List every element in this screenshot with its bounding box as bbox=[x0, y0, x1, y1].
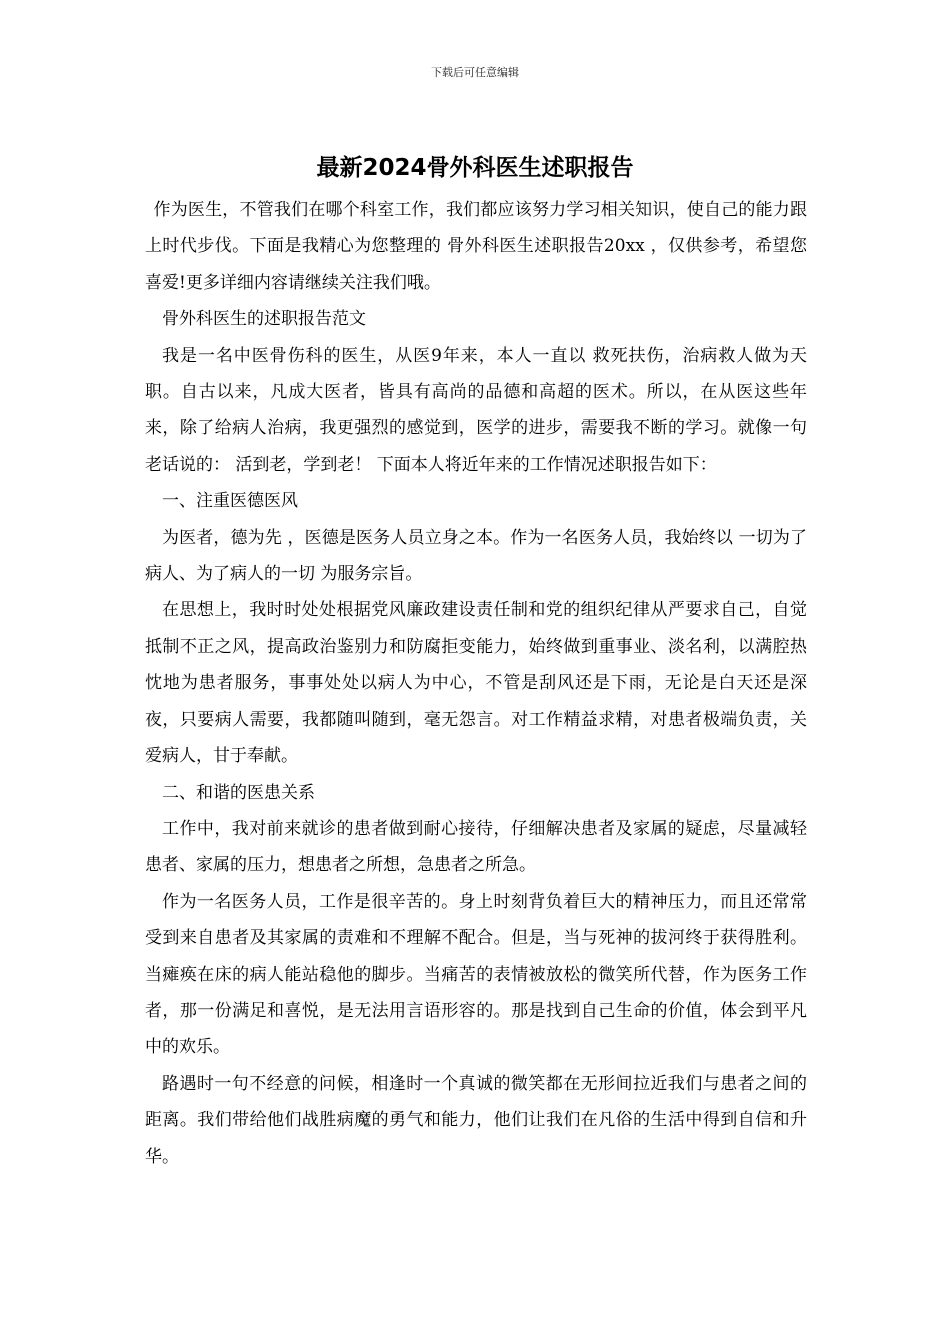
intro-paragraph: 作为医生，不管我们在哪个科室工作，我们都应该努力学习相关知识，使自己的能力跟上时代步伐。下面是我精心为您整理的 骨外科医生述职报告20xx ，仅供参考，希望您喜爱!更多详细内容请继续关注我们哦。 bbox=[145, 200, 807, 293]
section-heading: 一、注重医德医风 bbox=[162, 491, 298, 512]
subtitle-paragraph: 骨外科医生的述职报告范文 bbox=[162, 309, 366, 330]
body-paragraph: 工作中，我对前来就诊的患者做到耐心接待，仔细解决患者及家属的疑虑，尽量减轻患者、家属的压力，想患者之所想，急患者之所急。 bbox=[145, 818, 807, 876]
body-paragraph: 在思想上，我时时处处根据党风廉政建设责任制和党的组织纪律从严要求自己，自觉抵制不正之风，提高政治鉴别力和防腐拒变能力，始终做到重事业、淡名利，以满腔热忱地为患者服务，事事处处以病人为中心，不管是刮风还是下雨，无论是白天还是深夜，只要病人需要，我都随叫随到，毫无怨言。对工作精益求精，对患者极端负责，关爱病人，甘于奉献。 bbox=[145, 600, 807, 767]
body-paragraph: 为医者，德为先 ，医德是医务人员立身之本。作为一名医务人员，我始终以 一切为了病人、为了病人的一切 为服务宗旨。 bbox=[145, 527, 807, 585]
body-paragraph: 作为一名医务人员，工作是很辛苦的。身上时刻背负着巨大的精神压力，而且还常常受到来自患者及其家属的责难和不理解不配合。但是，当与死神的拔河终于获得胜利。当瘫痪在床的病人能站稳他的脚步。当痛苦的表情被放松的微笑所代替，作为医务工作者，那一份满足和喜悦，是无法用言语形容的。那是找到自己生命的价值，体会到平凡中的欢乐。 bbox=[145, 891, 807, 1058]
document-body bbox=[145, 192, 807, 1175]
body-paragraph: 路遇时一句不经意的问候，相逢时一个真诚的微笑都在无形间拉近我们与患者之间的距离。我们带给他们战胜病魔的勇气和能力，他们让我们在凡俗的生活中得到自信和升华。 bbox=[145, 1073, 807, 1167]
body-paragraph: 我是一名中医骨伤科的医生，从医9年来，本人一直以 救死扶伤，治病救人做为天职。自古以来，凡成大医者，皆具有高尚的品德和高超的医术。所以，在从医这些年来，除了给病人治病，我更强烈的感觉到，医学的进步，需要我不断的学习。就像一句老话说的： 活到老，学到老！ 下面本人将近年来的工作情况述职报告如下： bbox=[145, 345, 807, 475]
header-note: 下载后可任意编辑 bbox=[431, 66, 519, 79]
document-title: 最新2024骨外科医生述职报告 bbox=[316, 155, 634, 181]
section-heading: 二、和谐的医患关系 bbox=[162, 782, 315, 803]
